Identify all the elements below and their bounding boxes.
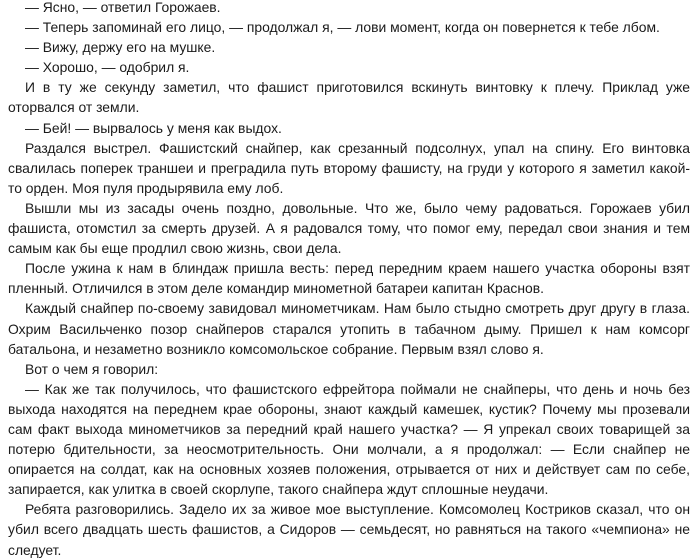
paragraph-11: Вот о чем я говорил: bbox=[25, 360, 159, 377]
paragraph-7: Раздался выстрел. Фашистский снайпер, как срезанный подсолнух, упал на спину. Его винтовка свалилась поперек траншеи и преградила путь второму фашисту, на груди у которого я заметил какой-то орден. Моя пуля продырявила ему лоб. bbox=[8, 139, 690, 196]
paragraph-6: — Бей! — вырвалось у меня как выдох. bbox=[25, 119, 282, 136]
paragraph-8: Вышли мы из засады очень поздно, довольные. Что же, было чему радоваться. Горожаев убил фашиста, отомстил за смерть друзей. А я радовался тому, что помог ему, передал свои знания и тем самым как бы еще продлил свою жизнь, свои дела. bbox=[8, 199, 690, 257]
paragraph-2: — Теперь запоминай его лицо, — продолжал я, — лови момент, когда он повернется к тебе лбом. bbox=[25, 19, 660, 36]
paragraph-12: — Как же так получилось, что фашистского ефрейтора поймали не снайперы, что день и ночь без выхода находятся на переднем крае обороны, знают каждый камешек, кустик? Почему мы прозевали сам факт выхода минометчиков за передний край нашего участка? — Я упрекал своих товарищей за потерю бдительности, за неосмотрительность. Они молчали, а я продолжал: — Если снайпер не опирается на солдат, как на основных хозяев положения, отрывается от них и действует сам по себе, запирается, как улитка в своей скорлупе, такого снайпера ждут сплошные неудачи. bbox=[8, 380, 690, 498]
paragraph-9: После ужина к нам в блиндаж пришла весть: перед передним краем нашего участка обороны взят пленный. Отличился в этом деле командир минометной батареи капитан Краснов. bbox=[8, 260, 690, 297]
paragraph-1: — Ясно, — ответил Горожаев. bbox=[25, 0, 221, 15]
paragraph-4: — Хорошо, — одобрил я. bbox=[25, 59, 190, 76]
paragraph-10: Каждый снайпер по-своему завидовал минометчикам. Нам было стыдно смотреть друг другу в глаза. Охрим Васильченко позор снайперов старался утопить в табачном дыму. Пришел к нам комсорг батальона, и незаметно возникло комсомольское собрание. Первым взял слово я. bbox=[8, 300, 690, 357]
paragraph-13: Ребята разговорились. Задело их за живое мое выступление. Комсомолец Костриков сказал, что он убил всего двадцать шесть фашистов, а Сидоров — семьдесят, но равняться на такого «чемпиона» не следует. bbox=[8, 501, 690, 558]
paragraph-3: — Вижу, держу его на мушке. bbox=[25, 39, 216, 56]
paragraph-5: И в ту же секунду заметил, что фашист приготовился вскинуть винтовку к плечу. Приклад уже оторвался от земли. bbox=[8, 79, 690, 116]
